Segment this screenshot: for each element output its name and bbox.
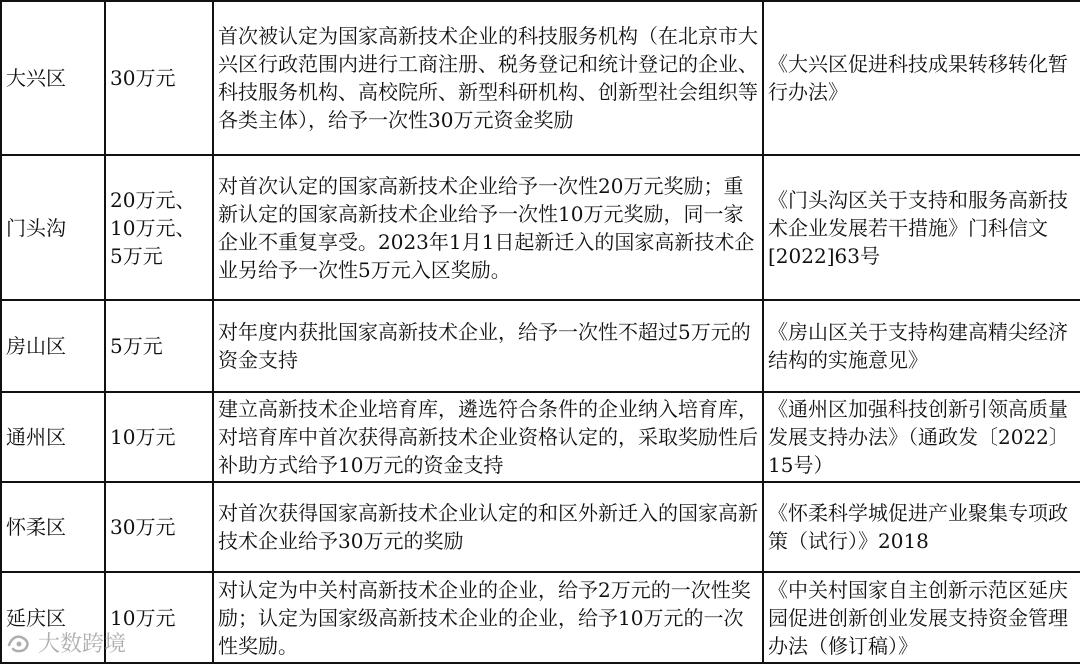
district-cell: 通州区 — [1, 392, 105, 482]
amount-cell: 10万元 — [105, 572, 213, 663]
table-row — [1, 572, 1080, 663]
description-cell: 对首次获得国家高新技术企业认定的和区外新迁入的国家高新技术企业给予30万元的奖励 — [213, 482, 763, 572]
source-cell: 《大兴区促进科技成果转移转化暂行办法》 — [763, 1, 1080, 155]
district-cell: 大兴区 — [1, 1, 105, 155]
district-cell: 怀柔区 — [1, 482, 105, 572]
district-cell: 房山区 — [1, 300, 105, 392]
table-row — [1, 1, 1080, 155]
table-row — [1, 392, 1080, 482]
amount-cell: 30万元 — [105, 1, 213, 155]
amount-cell: 30万元 — [105, 482, 213, 572]
source-cell: 《中关村国家自主创新示范区延庆园促进创新创业发展支持资金管理办法（修订稿）》 — [763, 572, 1080, 663]
watermark-text: 大数跨境 — [38, 632, 127, 657]
amount-cell: 10万元 — [105, 392, 213, 482]
description-cell: 首次被认定为国家高新技术企业的科技服务机构（在北京市大兴区行政范围内进行工商注册、税务登记和统计登记的企业、科技服务机构、高校院所、新型科研机构、创新型社会组织等各类主体），给予一次性30万元资金奖励 — [213, 1, 763, 155]
description-cell: 对首次认定的国家高新技术企业给予一次性20万元奖励；重新认定的国家高新技术企业给予一次性10万元奖励，同一家企业不重复享受。2023年1月1日起新迁入的国家高新技术企业另给予一次性5万元入区奖励。 — [213, 155, 763, 300]
description-cell: 建立高新技术企业培育库，遴选符合条件的企业纳入培育库，对培育库中首次获得高新技术企业资格认定的，采取奖励性后补助方式给予10万元的资金支持 — [213, 392, 763, 482]
source-cell: 《通州区加强科技创新引领高质量发展支持办法》（通政发〔2022〕15号） — [763, 392, 1080, 482]
description-cell: 对年度内获批国家高新技术企业，给予一次性不超过5万元的资金支持 — [213, 300, 763, 392]
source-cell: 《怀柔科学城促进产业聚集专项政策（试行）》2018 — [763, 482, 1080, 572]
source-cell: 《门头沟区关于支持和服务高新技术企业发展若干措施》门科信文[2022]63号 — [763, 155, 1080, 300]
district-cell: 门头沟 — [1, 155, 105, 300]
table-row — [1, 155, 1080, 300]
description-cell: 对认定为中关村高新技术企业的企业，给予2万元的一次性奖励；认定为国家级高新技术企业的企业，给予10万元的一次性奖励。 — [213, 572, 763, 663]
table-row — [1, 482, 1080, 572]
district-cell: 延庆区 — [1, 572, 105, 663]
source-cell: 《房山区关于支持构建高精尖经济结构的实施意见》 — [763, 300, 1080, 392]
amount-cell: 20万元、 10万元、 5万元 — [105, 155, 213, 300]
amount-cell: 5万元 — [105, 300, 213, 392]
table-row — [1, 300, 1080, 392]
